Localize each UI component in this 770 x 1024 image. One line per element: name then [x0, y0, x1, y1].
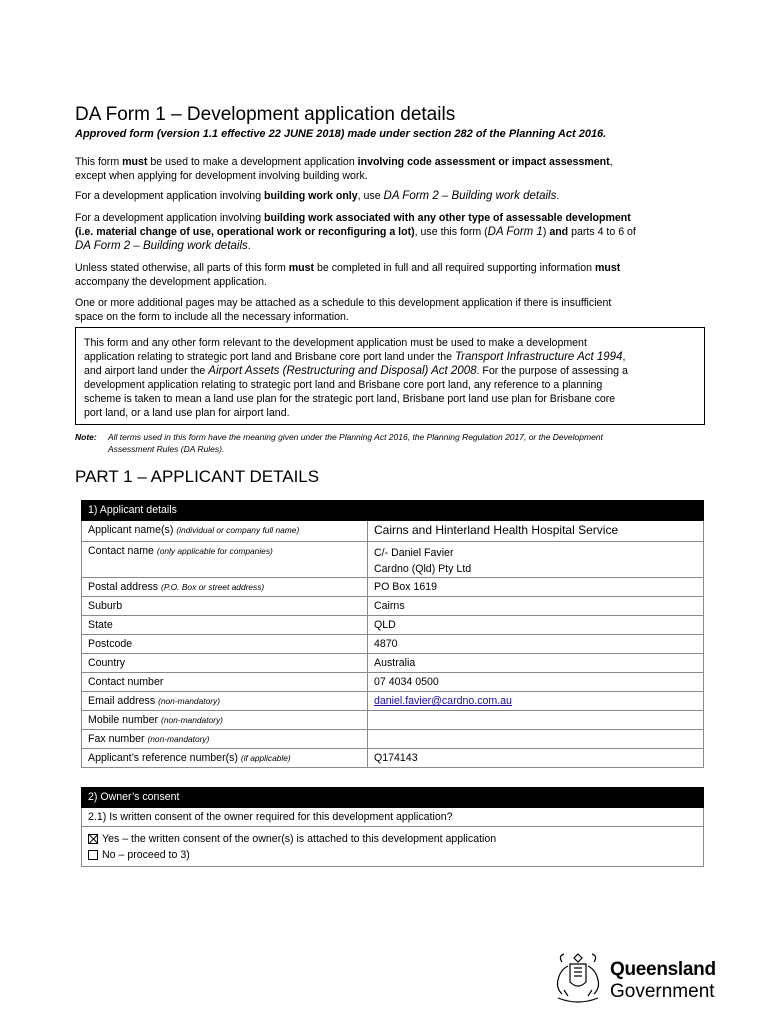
email-link[interactable]: daniel.favier@cardno.com.au [374, 695, 512, 707]
email-field[interactable] [368, 692, 704, 711]
table-row [82, 616, 704, 635]
intro-paragraph-3: For a development application involving building work associated with any other type of assessable development (i.e. material change of use, operational work or reconfiguring a lot), use this form (DA Form 1) and parts 4 to 6 of DA Form 2 – Building work details. [75, 212, 636, 252]
table-row [82, 578, 704, 597]
row-label: Contact number [82, 673, 368, 692]
note-text: All terms used in this form have the meaning given under the Planning Act 2016, the Planning Regulation 2017, or the Development Assessment Rules (DA Rules). [108, 432, 603, 454]
intro-paragraph-2: For a development application involving building work only, use DA Form 2 – Building work details. [75, 190, 560, 202]
table-row [82, 654, 704, 673]
intro-paragraph-5: One or more additional pages may be attached as a schedule to this development application if there is insufficient space on the form to include all the necessary information. [75, 297, 612, 323]
note-label: Note: [75, 432, 97, 442]
table-row [82, 542, 704, 578]
part1-heading: PART 1 – APPLICANT DETAILS [75, 467, 320, 486]
form-title: DA Form 1 – Development application details [75, 104, 456, 125]
table-row [82, 673, 704, 692]
row-label: Country [82, 654, 368, 673]
row-label: Suburb [82, 597, 368, 616]
applicant-name-field[interactable]: Cairns and Hinterland Health Hospital Service [368, 521, 704, 542]
row-label: Applicant name(s) (individual or company full name) [82, 521, 368, 542]
row-label: Mobile number (non-mandatory) [82, 711, 368, 730]
contact-name-field[interactable]: C/- Daniel Favier Cardno (Qld) Pty Ltd [368, 542, 704, 578]
consent-question: 2.1) Is written consent of the owner required for this development application? [82, 808, 704, 827]
intro-paragraph-1: This form must be used to make a development application involving code assessment or impact assessment, except when applying for development involving building work. [75, 156, 613, 182]
logo-word-government: Government [610, 981, 715, 1002]
applicant-details-header: 1) Applicant details [82, 501, 704, 521]
row-label: Fax number (non-mandatory) [82, 730, 368, 749]
consent-option-yes[interactable]: Yes – the written consent of the owner(s) is attached to this development application [88, 831, 697, 847]
owners-consent-header: 2) Owner’s consent [82, 788, 704, 808]
port-land-notice-box: This form and any other form relevant to the development application must be used to make a development application relating to strategic port land and Brisbane core port land under the Transport Infrastructure Act 1994, and airport land under the Airport Assets (Restructuring and Disposal) Act 2008. For the purpose of assessing a development application relating to strategic port land and Brisbane core port land, any reference to a planning scheme is taken to mean a land use plan for the strategic port land, Brisbane port land use plan for Brisbane core port land, or a land use plan for airport land. [75, 327, 705, 425]
mobile-number-field[interactable] [368, 711, 704, 730]
row-label: State [82, 616, 368, 635]
table-row [82, 521, 704, 542]
row-label: Applicant’s reference number(s) (if applicable) [82, 749, 368, 768]
checked-checkbox-icon[interactable] [88, 834, 98, 844]
table-row [82, 711, 704, 730]
row-label: Postcode [82, 635, 368, 654]
logo-word-queensland: Queensland [610, 959, 716, 980]
reference-number-field[interactable]: Q174143 [368, 749, 704, 768]
form-subtitle: Approved form (version 1.1 effective 22 JUNE 2018) made under section 282 of the Planning Act 2016. [75, 128, 607, 140]
country-field[interactable]: Australia [368, 654, 704, 673]
consent-option-no[interactable]: No – proceed to 3) [88, 847, 697, 863]
intro-paragraph-4: Unless stated otherwise, all parts of this form must be completed in full and all required supporting information must accompany the development application. [75, 262, 621, 288]
table-row [82, 749, 704, 768]
fax-number-field[interactable] [368, 730, 704, 749]
postcode-field[interactable]: 4870 [368, 635, 704, 654]
owners-consent-table [81, 787, 704, 867]
table-row [82, 730, 704, 749]
coat-of-arms-icon [550, 948, 606, 1008]
table-row [82, 635, 704, 654]
table-row [82, 692, 704, 711]
postal-address-field[interactable]: PO Box 1619 [368, 578, 704, 597]
table-row [82, 597, 704, 616]
row-label: Postal address (P.O. Box or street address) [82, 578, 368, 597]
row-label: Email address (non-mandatory) [82, 692, 368, 711]
suburb-field[interactable]: Cairns [368, 597, 704, 616]
unchecked-checkbox-icon[interactable] [88, 850, 98, 860]
contact-number-field[interactable]: 07 4034 0500 [368, 673, 704, 692]
state-field[interactable]: QLD [368, 616, 704, 635]
row-label: Contact name (only applicable for companies) [82, 542, 368, 578]
consent-options [82, 827, 704, 867]
queensland-government-logo [550, 948, 716, 1008]
applicant-details-table [81, 500, 704, 768]
